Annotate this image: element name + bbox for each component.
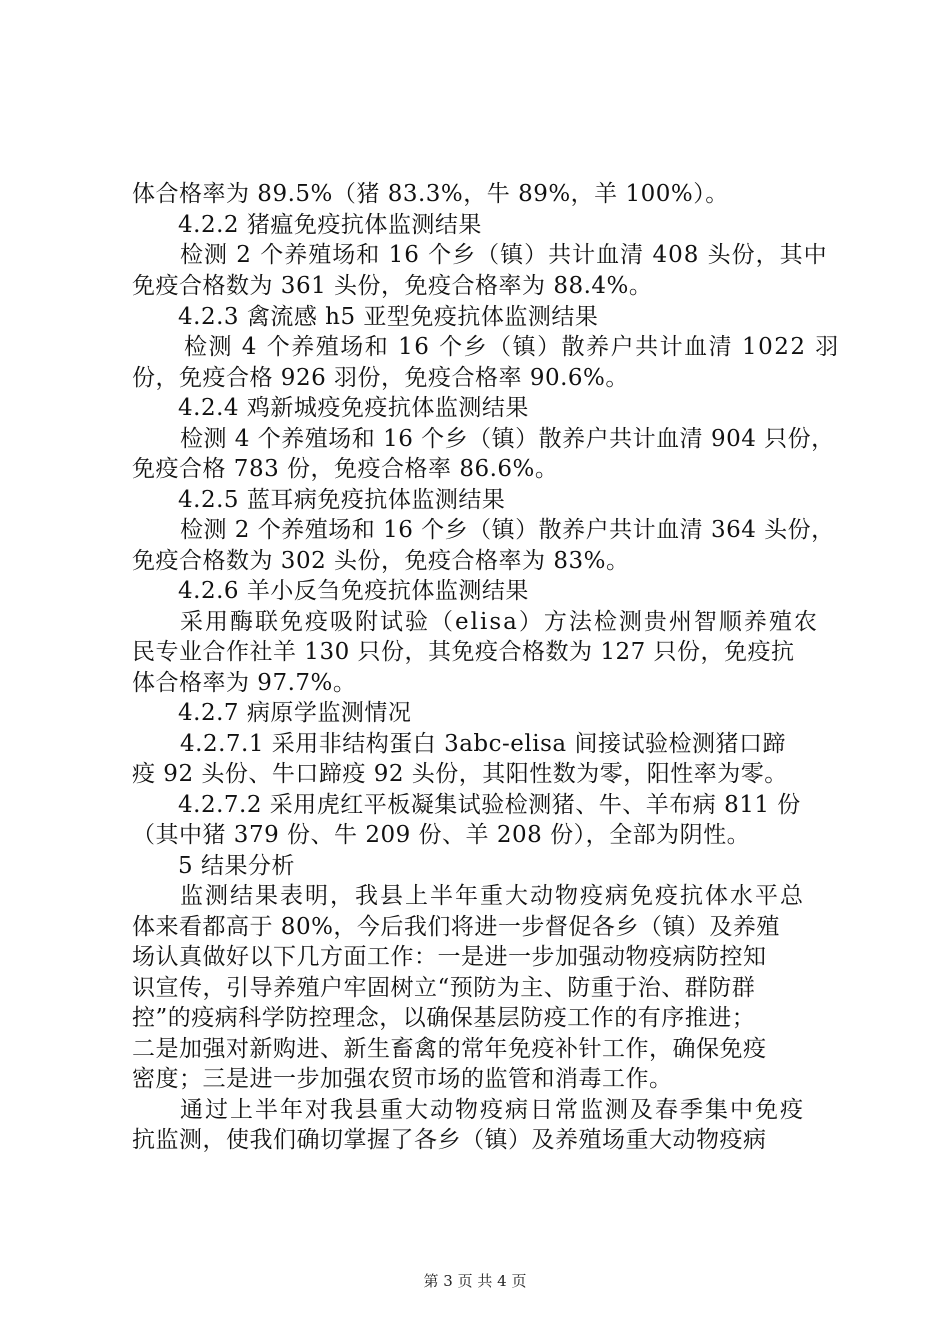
text-line: 4.2.7.1 采用非结构蛋白 3abc-elisa 间接试验检测猪口蹄 <box>180 731 786 757</box>
text-line: 免疫合格 783 份，免疫合格率 86.6%。 <box>132 456 559 482</box>
text-line: 体合格率为 89.5%（猪 83.3%，牛 89%，羊 100%）。 <box>132 181 729 207</box>
text-line: 检测 4 个养殖场和 16 个乡（镇）散养户共计血清 904 只份， <box>180 426 835 452</box>
section-heading-4-2-4: 4.2.4 鸡新城疫免疫抗体监测结果 <box>178 395 529 421</box>
page-number-footer: 第 3 页 共 4 页 <box>423 1272 527 1290</box>
text-line: 民专业合作社羊 130 只份，其免疫合格数为 127 只份，免疫抗 <box>132 639 795 665</box>
text-line: 密度；三是进一步加强农贸市场的监管和消毒工作。 <box>132 1066 673 1092</box>
section-heading-4-2-5: 4.2.5 蓝耳病免疫抗体监测结果 <box>178 487 506 513</box>
text-line: 疫 92 头份、牛口蹄疫 92 头份，其阳性数为零，阳性率为零。 <box>132 761 788 787</box>
text-line: 抗监测，使我们确切掌握了各乡（镇）及养殖场重大动物疫病 <box>132 1127 767 1153</box>
text-line: 通过上半年对我县重大动物疫病日常监测及春季集中免疫 <box>180 1097 805 1123</box>
text-line: 检测 2 个养殖场和 16 个乡（镇）散养户共计血清 364 头份， <box>180 517 835 543</box>
text-line: 免疫合格数为 361 头份，免疫合格率为 88.4%。 <box>132 273 653 299</box>
text-line: 体合格率为 97.7%。 <box>132 670 357 696</box>
text-line: 检测 4 个养殖场和 16 个乡（镇）散养户共计血清 1022 羽 <box>184 334 840 360</box>
text-line: 4.2.7.2 采用虎红平板凝集试验检测猪、牛、羊布病 811 份 <box>178 792 801 818</box>
section-heading-5: 5 结果分析 <box>178 853 295 879</box>
text-line: 控”的疫病科学防控理念，以确保基层防疫工作的有序推进； <box>132 1005 756 1031</box>
text-line: （其中猪 379 份、牛 209 份、羊 208 份），全部为阴性。 <box>132 822 751 848</box>
text-line: 免疫合格数为 302 头份，免疫合格率为 83%。 <box>132 548 630 574</box>
section-heading-4-2-7: 4.2.7 病原学监测情况 <box>178 700 412 726</box>
section-heading-4-2-2: 4.2.2 猪瘟免疫抗体监测结果 <box>178 212 482 238</box>
text-line: 份，免疫合格 926 羽份，免疫合格率 90.6%。 <box>132 365 629 391</box>
text-line: 检测 2 个养殖场和 16 个乡（镇）共计血清 408 头份，其中 <box>180 242 828 268</box>
section-heading-4-2-3: 4.2.3 禽流感 h5 亚型免疫抗体监测结果 <box>178 304 599 330</box>
text-line: 二是加强对新购进、新生畜禽的常年免疫补针工作，确保免疫 <box>132 1036 767 1062</box>
text-line: 体来看都高于 80%，今后我们将进一步督促各乡（镇）及养殖 <box>132 914 780 940</box>
section-heading-4-2-6: 4.2.6 羊小反刍免疫抗体监测结果 <box>178 578 529 604</box>
text-line: 识宣传，引导养殖户牢固树立“预防为主、防重于治、群防群 <box>132 975 756 1001</box>
text-line: 采用酶联免疫吸附试验（elisa）方法检测贵州智顺养殖农 <box>180 609 819 635</box>
text-line: 场认真做好以下几方面工作：一是进一步加强动物疫病防控知 <box>132 944 767 970</box>
text-line: 监测结果表明，我县上半年重大动物疫病免疫抗体水平总 <box>180 883 805 909</box>
